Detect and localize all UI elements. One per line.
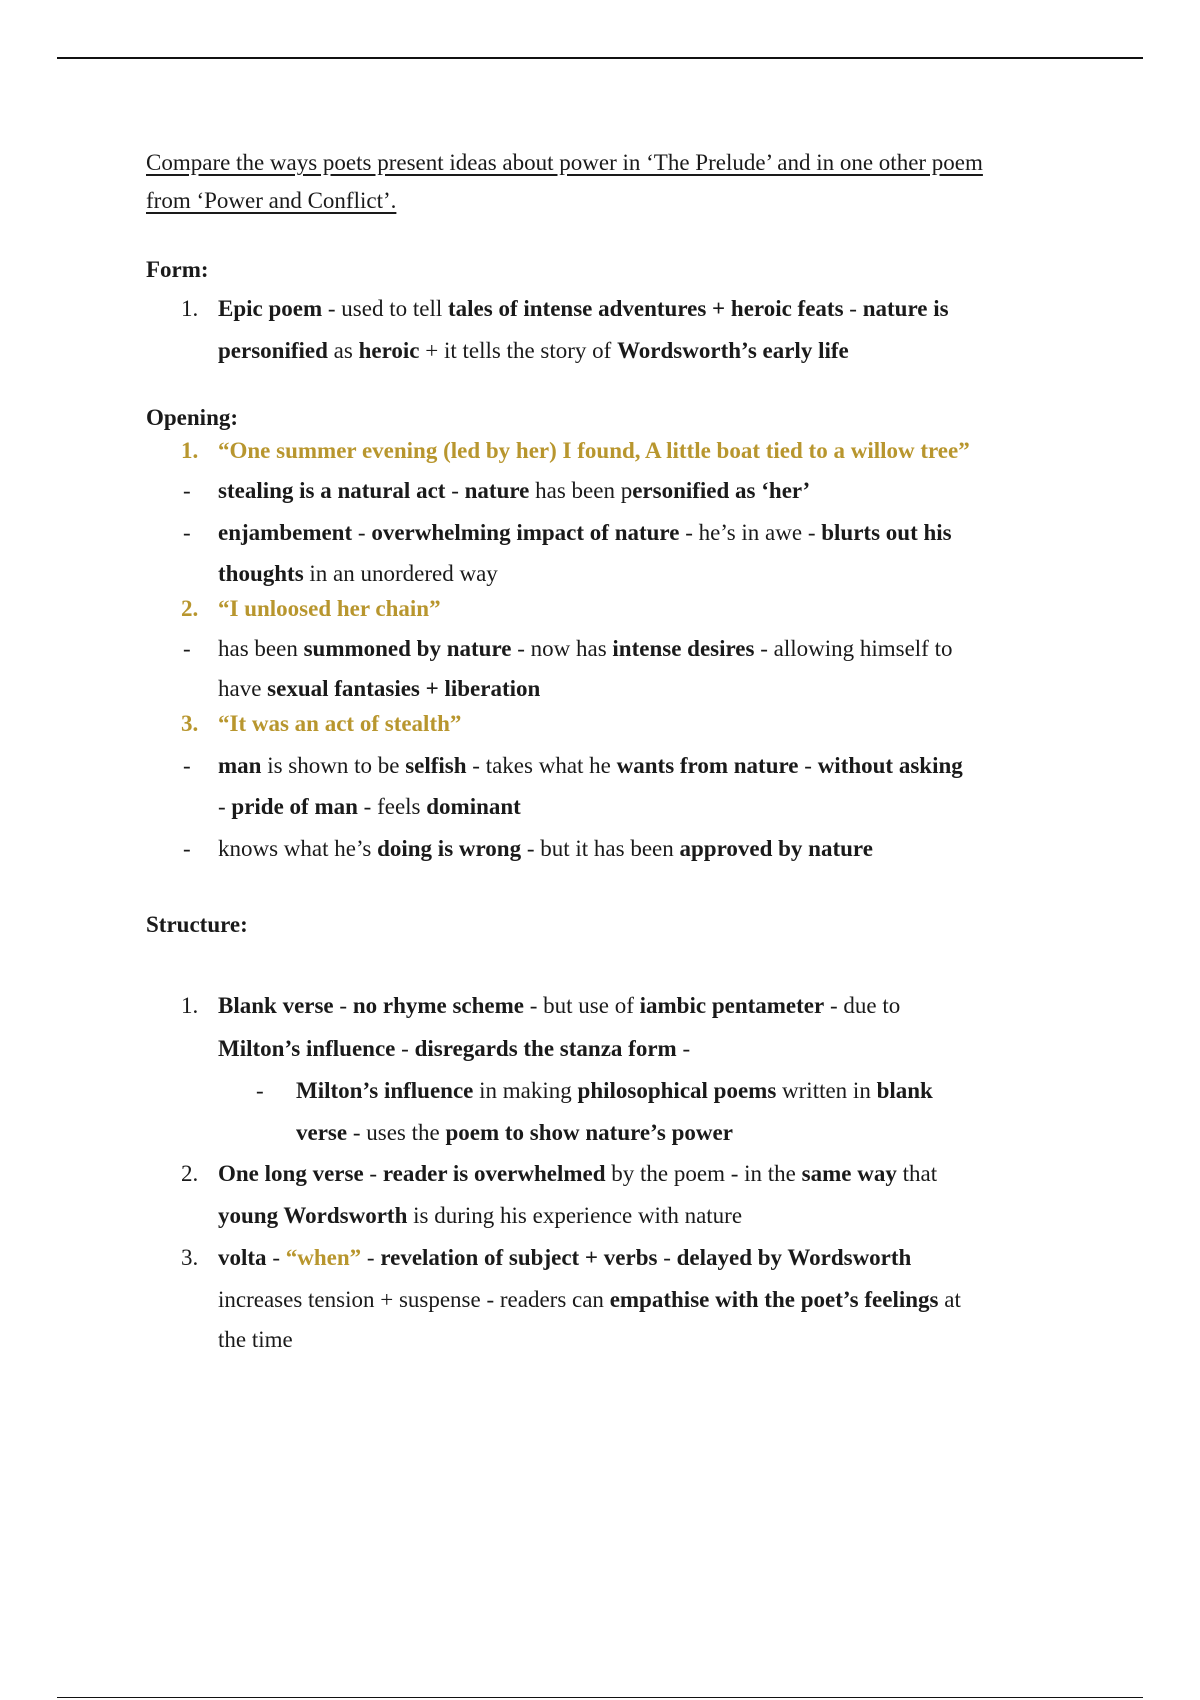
bold-fragment: blank (876, 1078, 933, 1103)
bold-fragment: summoned by nature (303, 636, 512, 661)
bullet-dash: - (183, 520, 191, 545)
text-fragment: - uses the (347, 1120, 446, 1145)
bold-fragment: overwhelming impact of nature (371, 520, 680, 545)
question-title-line-2: from ‘Power and Conflict’. (146, 188, 397, 213)
bold-fragment: Wordsworth’s early life (617, 338, 849, 363)
opening-heading: Opening: (146, 405, 239, 430)
rich-text (218, 1159, 937, 1189)
text-fragment: - but use of (524, 993, 640, 1018)
bold-fragment: heroic (358, 338, 420, 363)
bold-fragment: sexual fantasies + liberation (267, 676, 541, 701)
text-fragment: is shown to be (261, 753, 406, 778)
list-number: 3. (181, 1245, 199, 1270)
text-fragment: - (798, 753, 818, 778)
text-fragment: - takes what he (466, 753, 617, 778)
rich-text (218, 751, 963, 781)
text-fragment: knows what he’s (218, 836, 378, 861)
bold-fragment: ersonified as ‘her’ (632, 478, 811, 503)
bold-fragment: personified (218, 338, 328, 363)
rich-text (218, 634, 952, 664)
bold-fragment: man (218, 753, 262, 778)
text-fragment: have (218, 676, 268, 701)
structure-heading: Structure: (146, 912, 248, 937)
top-rule (57, 57, 1143, 59)
text-fragment: - he’s in awe - (679, 520, 822, 545)
list-number: 1. (181, 438, 199, 463)
bold-fragment: blurts out his (821, 520, 952, 545)
text-fragment: - now has (511, 636, 613, 661)
rich-text (218, 1201, 742, 1231)
text-fragment: - (352, 520, 372, 545)
text-fragment: - (395, 1036, 415, 1061)
text-fragment: by the poem - in the (605, 1161, 802, 1186)
bold-fragment: thoughts (218, 561, 304, 586)
bullet-dash: - (256, 1078, 264, 1103)
text-fragment: has been (218, 636, 304, 661)
text-fragment: - feels (357, 794, 427, 819)
bold-fragment: iambic pentameter (639, 993, 825, 1018)
bold-fragment: wants from nature (616, 753, 799, 778)
rich-text (218, 294, 949, 324)
bold-fragment: Milton’s influence (218, 1036, 396, 1061)
text-fragment: - (266, 1245, 286, 1270)
bold-fragment: no rhyme scheme (352, 993, 524, 1018)
list-number: 3. (181, 711, 199, 736)
bold-fragment: young Wordsworth (218, 1203, 408, 1228)
bold-fragment: doing is wrong (377, 836, 522, 861)
bold-fragment: approved by nature (679, 836, 873, 861)
text-fragment: - (363, 1161, 383, 1186)
bold-fragment: pride of man (231, 794, 358, 819)
rich-text (218, 1034, 690, 1064)
bold-fragment: enjambement (218, 520, 353, 545)
text-fragment: in an unordered way (303, 561, 498, 586)
rich-text (218, 674, 540, 704)
form-heading: Form: (146, 257, 209, 282)
text-fragment: increases tension + suspense - readers can (218, 1287, 610, 1312)
bold-fragment: revelation of subject + verbs (380, 1245, 658, 1270)
text-fragment: has been p (529, 478, 633, 503)
text-fragment: - but it has been (521, 836, 680, 861)
rich-text (218, 1325, 293, 1355)
bold-fragment: Blank verse (218, 993, 334, 1018)
text-fragment: is during his experience with nature (407, 1203, 743, 1228)
bold-fragment: disregards the stanza form (414, 1036, 677, 1061)
text-fragment: + it tells the story of (419, 338, 618, 363)
bold-fragment: empathise with the poet’s feelings (609, 1287, 939, 1312)
bottom-rule (57, 1697, 1143, 1698)
text-fragment: written in (776, 1078, 877, 1103)
rich-text (218, 834, 873, 864)
rich-text (296, 1118, 733, 1148)
list-number: 2. (181, 596, 199, 621)
text-fragment: - (445, 478, 465, 503)
bold-fragment: stealing is a natural act (218, 478, 446, 503)
text-fragment: - used to tell (322, 296, 448, 321)
rich-text (218, 336, 849, 366)
text-fragment: - due to (824, 993, 901, 1018)
bold-fragment: same way (801, 1161, 897, 1186)
list-number: 1. (181, 993, 199, 1018)
bullet-dash: - (183, 478, 191, 503)
text-fragment: the time (218, 1327, 293, 1352)
text-fragment: - (843, 296, 863, 321)
text-fragment: that (896, 1161, 938, 1186)
bold-fragment: selfish (405, 753, 467, 778)
text-fragment: - (218, 794, 232, 819)
bold-fragment: reader is overwhelmed (382, 1161, 606, 1186)
text-fragment: at (938, 1287, 961, 1312)
bold-fragment: without asking (817, 753, 963, 778)
bullet-dash: - (183, 753, 191, 778)
list-number: 1. (181, 296, 199, 321)
text-fragment: - (657, 1245, 677, 1270)
bold-fragment: dominant (426, 794, 521, 819)
quote-fragment: “when” (285, 1245, 362, 1270)
rich-text (218, 476, 810, 506)
rich-text (218, 792, 521, 822)
bold-fragment: philosophical poems (577, 1078, 777, 1103)
bold-fragment: Epic poem (218, 296, 323, 321)
bold-fragment: intense desires (612, 636, 755, 661)
bullet-dash: - (183, 836, 191, 861)
bold-fragment: Milton’s influence (296, 1078, 474, 1103)
bold-fragment: verse (296, 1120, 348, 1145)
bold-fragment: nature is (862, 296, 949, 321)
text-fragment: as (327, 338, 359, 363)
bold-fragment: volta (218, 1245, 267, 1270)
rich-text (218, 1243, 911, 1273)
text-fragment: - (333, 993, 353, 1018)
quote-text: “One summer evening (led by her) I found, A little boat tied to a willow tree” (218, 438, 970, 463)
quote-text: “I unloosed her chain” (218, 596, 441, 621)
text-fragment: - (676, 1036, 691, 1061)
bold-fragment: One long verse (218, 1161, 364, 1186)
question-title-line-1: Compare the ways poets present ideas about power in ‘The Prelude’ and in one other poem (146, 150, 983, 175)
rich-text (218, 518, 952, 548)
bold-fragment: tales of intense adventures + heroic feats (447, 296, 844, 321)
rich-text (296, 1076, 933, 1106)
quote-text: “It was an act of stealth” (218, 711, 462, 736)
rich-text (218, 991, 900, 1021)
bold-fragment: poem to show nature’s power (445, 1120, 733, 1145)
rich-text (218, 1285, 961, 1315)
bold-fragment: nature (464, 478, 530, 503)
rich-text (218, 559, 498, 589)
text-fragment: - (361, 1245, 381, 1270)
bullet-dash: - (183, 636, 191, 661)
list-number: 2. (181, 1161, 199, 1186)
text-fragment: in making (473, 1078, 578, 1103)
bold-fragment: delayed by Wordsworth (676, 1245, 912, 1270)
text-fragment: - allowing himself to (754, 636, 953, 661)
